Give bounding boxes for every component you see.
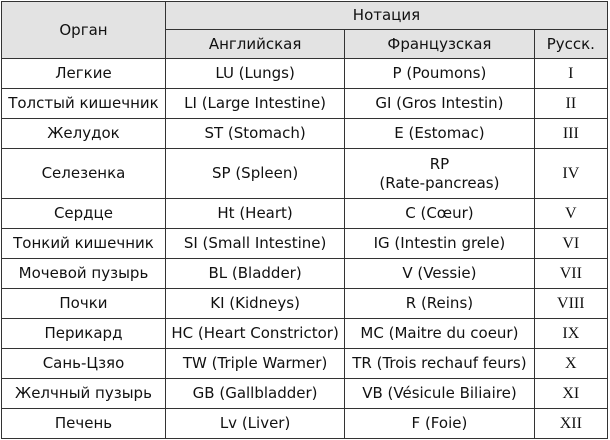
english-notation-cell: SP (Spleen): [165, 149, 344, 199]
header-english: Английская: [165, 30, 344, 59]
english-notation-cell: Ht (Heart): [165, 199, 344, 229]
russian-notation-cell: XI: [534, 379, 607, 409]
french-notation-cell: [345, 149, 534, 199]
french-notation-line: (Rate-pancreas): [379, 173, 500, 192]
french-notation-cell: [345, 199, 534, 229]
table-row: [2, 89, 608, 119]
french-notation-line: IG (Intestin grele): [373, 234, 506, 252]
french-notation-line: RP: [429, 154, 450, 173]
russian-notation-cell: X: [534, 349, 607, 379]
table-row: [2, 59, 608, 89]
organ-cell: Тонкий кишечник: [2, 229, 166, 259]
english-notation-cell: SI (Small Intestine): [165, 229, 344, 259]
russian-notation-cell: V: [534, 199, 607, 229]
french-notation-line: R (Reins): [405, 294, 474, 312]
russian-notation-cell: VI: [534, 229, 607, 259]
french-notation-cell: [345, 259, 534, 289]
french-notation-line: MC (Maitre du coeur): [360, 324, 519, 342]
organ-cell: Перикард: [2, 319, 166, 349]
french-notation-line: VB (Vésicule Biliaire): [362, 384, 517, 402]
french-notation-line: P (Poumons): [392, 64, 487, 82]
english-notation-cell: ST (Stomach): [165, 119, 344, 149]
french-notation-line: E (Estomac): [394, 124, 485, 142]
french-notation-line: F (Foie): [411, 414, 468, 432]
french-notation-cell: [345, 379, 534, 409]
russian-notation-cell: IX: [534, 319, 607, 349]
table-row: [2, 199, 608, 229]
meridian-notation-table: [1, 1, 608, 439]
french-notation-cell: [345, 349, 534, 379]
french-notation-line: TR (Trois rechauf feurs): [352, 354, 527, 372]
russian-notation-cell: III: [534, 119, 607, 149]
organ-cell: Толстый кишечник: [2, 89, 166, 119]
header-notation: Нотация: [165, 2, 607, 30]
table-row: [2, 119, 608, 149]
organ-cell: Селезенка: [2, 149, 166, 199]
french-notation-cell: [345, 319, 534, 349]
table-body: [2, 59, 608, 439]
russian-notation-cell: IV: [534, 149, 607, 199]
header-russian: Русск.: [534, 30, 607, 59]
header-organ: Орган: [2, 2, 166, 59]
french-notation-line: C (Cœur): [405, 204, 474, 222]
english-notation-cell: KI (Kidneys): [165, 289, 344, 319]
french-notation-cell: [345, 229, 534, 259]
organ-cell: Желчный пузырь: [2, 379, 166, 409]
english-notation-cell: LI (Large Intestine): [165, 89, 344, 119]
french-notation-cell: [345, 59, 534, 89]
table-row: [2, 379, 608, 409]
table-row: [2, 259, 608, 289]
organ-cell: Сердце: [2, 199, 166, 229]
table-row: [2, 289, 608, 319]
english-notation-cell: GB (Gallbladder): [165, 379, 344, 409]
french-notation-cell: [345, 89, 534, 119]
header-french: Французская: [345, 30, 534, 59]
english-notation-cell: HC (Heart Constrictor): [165, 319, 344, 349]
french-notation-cell: [345, 119, 534, 149]
organ-cell: Печень: [2, 409, 166, 439]
organ-cell: Почки: [2, 289, 166, 319]
french-notation-cell: [345, 409, 534, 439]
english-notation-cell: BL (Bladder): [165, 259, 344, 289]
organ-cell: Мочевой пузырь: [2, 259, 166, 289]
english-notation-cell: LU (Lungs): [165, 59, 344, 89]
french-notation-cell: [345, 289, 534, 319]
table-row: [2, 349, 608, 379]
french-notation-line: V (Vessie): [402, 264, 477, 282]
english-notation-cell: Lv (Liver): [165, 409, 344, 439]
table-row: [2, 229, 608, 259]
organ-cell: Легкие: [2, 59, 166, 89]
russian-notation-cell: II: [534, 89, 607, 119]
french-notation-line: GI (Gros Intestin): [375, 94, 504, 112]
table-row: [2, 319, 608, 349]
organ-cell: Желудок: [2, 119, 166, 149]
russian-notation-cell: VII: [534, 259, 607, 289]
english-notation-cell: TW (Triple Warmer): [165, 349, 344, 379]
russian-notation-cell: I: [534, 59, 607, 89]
table-row: [2, 409, 608, 439]
russian-notation-cell: XII: [534, 409, 607, 439]
organ-cell: Сань-Цзяо: [2, 349, 166, 379]
table-row: [2, 149, 608, 199]
russian-notation-cell: VIII: [534, 289, 607, 319]
